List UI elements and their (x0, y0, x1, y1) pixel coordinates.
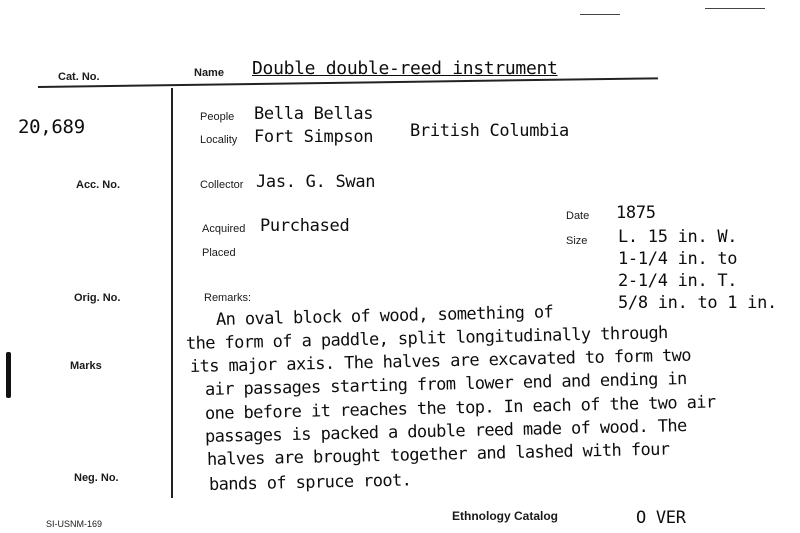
remarks-line: air passages starting from lower end and ending in (204, 369, 687, 400)
date-label: Date (566, 210, 590, 222)
remarks-line: one before it reaches the top. In each of the two air (204, 392, 716, 424)
locality-value: Fort Simpson (254, 127, 374, 147)
remarks-line: halves are brought together and lashed with four (206, 439, 670, 470)
acquired-value: Purchased (260, 216, 350, 236)
people-label: People (200, 111, 235, 123)
size-line: 2-1/4 in. T. (618, 271, 738, 291)
footer-code: O VER (636, 508, 686, 528)
locality-label: Locality (200, 134, 238, 146)
collector-value: Jas. G. Swan (256, 172, 376, 192)
date-value: 1875 (616, 203, 656, 223)
size-line: 5/8 in. to 1 in. (618, 293, 777, 313)
remarks-line: its major axis. The halves are excavated to form two (189, 345, 692, 377)
size-line: L. 15 in. W. (618, 227, 738, 247)
collector-label: Collector (200, 179, 244, 191)
object-name: Double double-reed instrument (252, 58, 558, 79)
column-rule (171, 88, 173, 498)
size-line: 1-1/4 in. to (618, 249, 738, 269)
name-label: Name (194, 67, 224, 79)
scan-speck (705, 8, 765, 9)
cat-no-label: Cat. No. (58, 71, 100, 83)
remarks-line: the form of a paddle, split longitudinally through (185, 323, 668, 354)
placed-label: Placed (202, 247, 236, 259)
orig-no-label: Orig. No. (74, 292, 121, 304)
scan-speck (580, 14, 620, 15)
remarks-line: An oval block of wood, something of (215, 302, 554, 330)
footer-catalog-label: Ethnology Catalog (452, 509, 558, 523)
catalog-number: 20,689 (18, 116, 85, 138)
remarks-line: bands of spruce root. (208, 470, 412, 495)
acquired-label: Acquired (202, 223, 246, 235)
acc-no-label: Acc. No. (76, 179, 121, 191)
remarks-line: passages is packed a double reed made of wood. The (204, 416, 687, 447)
locality-region: British Columbia (410, 121, 569, 141)
remarks-label: Remarks: (204, 292, 252, 304)
size-label: Size (566, 235, 588, 247)
people-value: Bella Bellas (254, 104, 374, 124)
form-id: SI-USNM-169 (46, 519, 103, 529)
neg-no-label: Neg. No. (74, 472, 119, 484)
margin-mark (6, 352, 11, 398)
marks-label: Marks (70, 360, 102, 372)
